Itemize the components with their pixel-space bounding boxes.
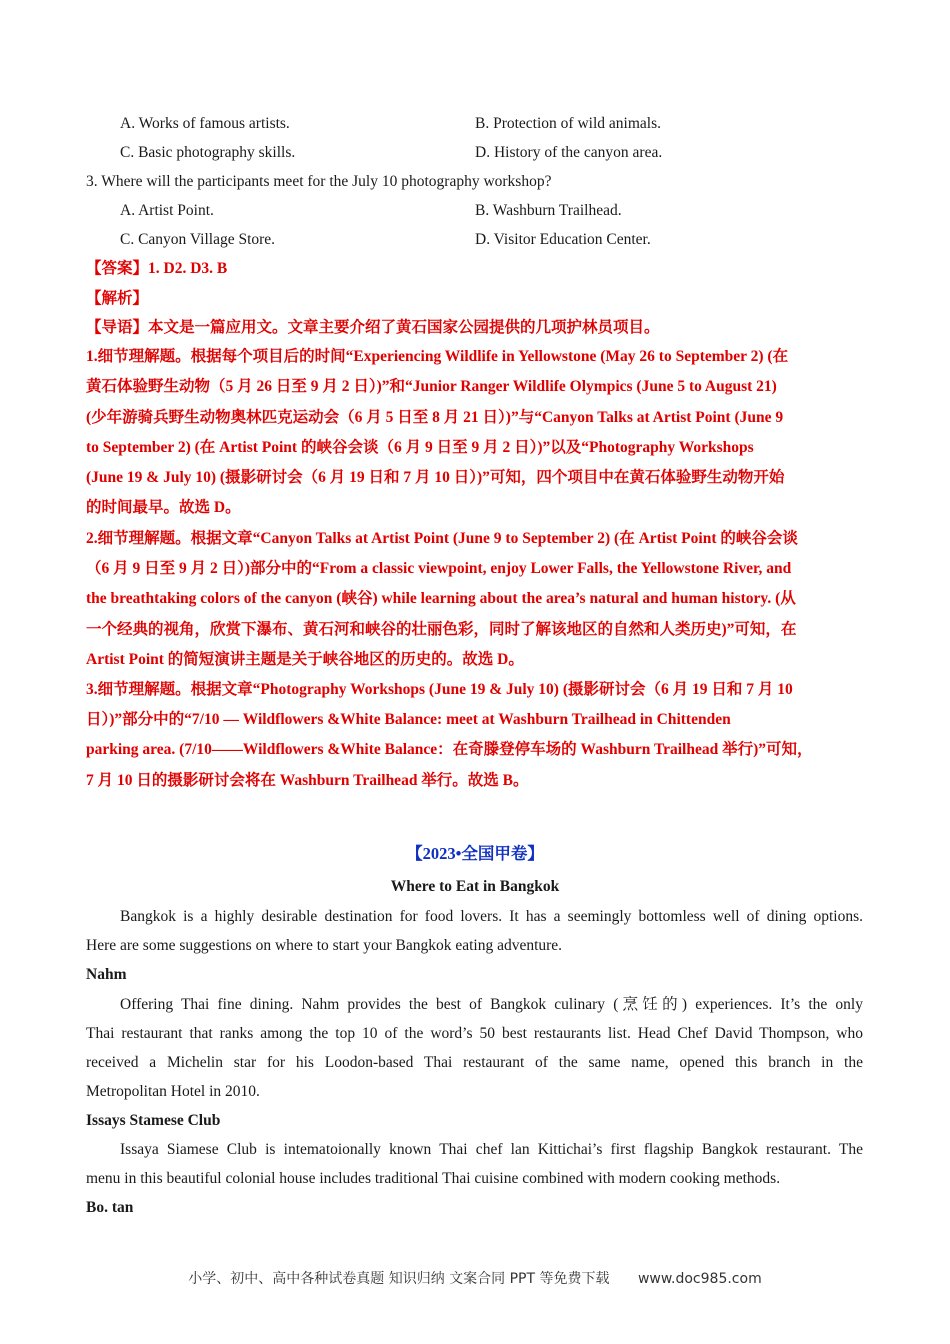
passage-title: Where to Eat in Bangkok (390, 878, 560, 895)
analysis-intro: 【导语】本文是一篇应用文。文章主要介绍了黄石国家公园提供的几项护林员项目。 (86, 319, 660, 336)
passage-line: Issaya Siamese Club is intematoionally known Thai chef lan Kittichai’s first flagship Bangkok restaurant. The (120, 1141, 863, 1158)
q3-option-a: A. Artist Point. (120, 202, 214, 219)
q2-option-b: B. Protection of wild animals. (475, 115, 661, 132)
analysis-label: 【解析】 (86, 290, 149, 307)
q2-option-a: A. Works of famous artists. (120, 115, 290, 132)
passage-line: Bangkok is a highly desirable destination for food lovers. It has a seemingly bottomless well of dining options. (120, 908, 863, 925)
analysis-line: Artist Point 的简短演讲主题是关于峡谷地区的历史的。故选 D。 (86, 651, 524, 668)
passage-line: Here are some suggestions on where to start your Bangkok eating adventure. (86, 937, 563, 954)
q2-option-d: D. History of the canyon area. (475, 144, 663, 161)
passage-line: menu in this beautiful colonial house includes traditional Thai cuisine combined with modern cooking methods. (86, 1170, 781, 1187)
passage-line: Thai restaurant that ranks among the top 10 of the word’s 50 best restaurants list. Head Chef David Thompson, who (86, 1025, 863, 1042)
analysis-line: (少年游骑兵野生动物奥林匹克运动会（6 月 5 日至 8 月 21 日）)”与“Canyon Talks at Artist Point (June 9 (86, 409, 784, 426)
analysis-line: 3.细节理解题。根据文章“Photography Workshops (June 19 & July 10) (摄影研讨会（6 月 19 日和 7 月 10 (86, 681, 793, 698)
analysis-line: 2.细节理解题。根据文章“Canyon Talks at Artist Point (June 9 to September 2) (在 Artist Point 的峡谷会谈 (86, 530, 798, 547)
q3-option-d: D. Visitor Education Center. (475, 231, 651, 248)
section-heading: 【2023•全国甲卷】 (406, 844, 544, 863)
passage-line: received a Michelin star for his Loodon-based Thai restaurant of the same name, opened this branch in the (86, 1054, 863, 1071)
analysis-line: parking area. (7/10——Wildflowers &White Balance：在奇滕登停车场的 Washburn Trailhead 举行)”可知， (86, 741, 813, 758)
restaurant-name: Nahm (86, 966, 127, 983)
q3-option-b: B. Washburn Trailhead. (475, 202, 622, 219)
analysis-line: 黄石体验野生动物（5 月 26 日至 9 月 2 日）)”和“Junior Ranger Wildlife Olympics (June 5 to August 21) (86, 378, 777, 395)
q3-question: 3. Where will the participants meet for the July 10 photography workshop? (86, 173, 552, 190)
analysis-line: （6 月 9 日至 9 月 2 日）)部分中的“From a classic viewpoint, enjoy Lower Falls, the Yellowstone River, and (86, 560, 792, 577)
passage-line: Metropolitan Hotel in 2010. (86, 1083, 260, 1100)
q2-option-c: C. Basic photography skills. (120, 144, 296, 161)
footer-text: 小学、初中、高中各种试卷真题 知识归纳 文案合同 PPT 等免费下载 (188, 1271, 610, 1287)
analysis-line: (June 19 & July 10) (摄影研讨会（6 月 19 日和 7 月 10 日）)”可知，四个项目中在黄石体验野生动物开始 (86, 469, 785, 486)
analysis-line: 的时间最早。故选 D。 (86, 499, 241, 516)
restaurant-name: Issays Stamese Club (86, 1112, 221, 1129)
q3-option-c: C. Canyon Village Store. (120, 231, 276, 248)
analysis-line: to September 2) (在 Artist Point 的峡谷会谈（6 月 9 日至 9 月 2 日）)”以及“Photography Workshops (86, 439, 754, 456)
analysis-line: 一个经典的视角，欣赏下瀑布、黄石河和峡谷的壮丽色彩，同时了解该地区的自然和人类历史)”可知，在 (86, 621, 797, 638)
analysis-line: 日）)”部分中的“7/10 — Wildflowers &White Balance: meet at Washburn Trailhead in Chittenden (86, 711, 731, 728)
footer-site-link[interactable]: www.doc985.com (637, 1271, 762, 1287)
answer-key: 【答案】1. D2. D3. B (86, 260, 228, 277)
analysis-line: 1.细节理解题。根据每个项目后的时间“Experiencing Wildlife in Yellowstone (May 26 to September 2) (在 (86, 348, 789, 365)
passage-line: Offering Thai fine dining. Nahm provides the best of Bangkok culinary (烹饪的) experiences. It’s the only (120, 996, 863, 1013)
analysis-line: 7 月 10 日的摄影研讨会将在 Washburn Trailhead 举行。故选 B。 (86, 772, 529, 789)
page-footer (0, 1268, 950, 1288)
analysis-line: the breathtaking colors of the canyon (峡谷) while learning about the area’s natural and human history. (从 (86, 590, 796, 607)
restaurant-name: Bo. tan (86, 1199, 134, 1216)
